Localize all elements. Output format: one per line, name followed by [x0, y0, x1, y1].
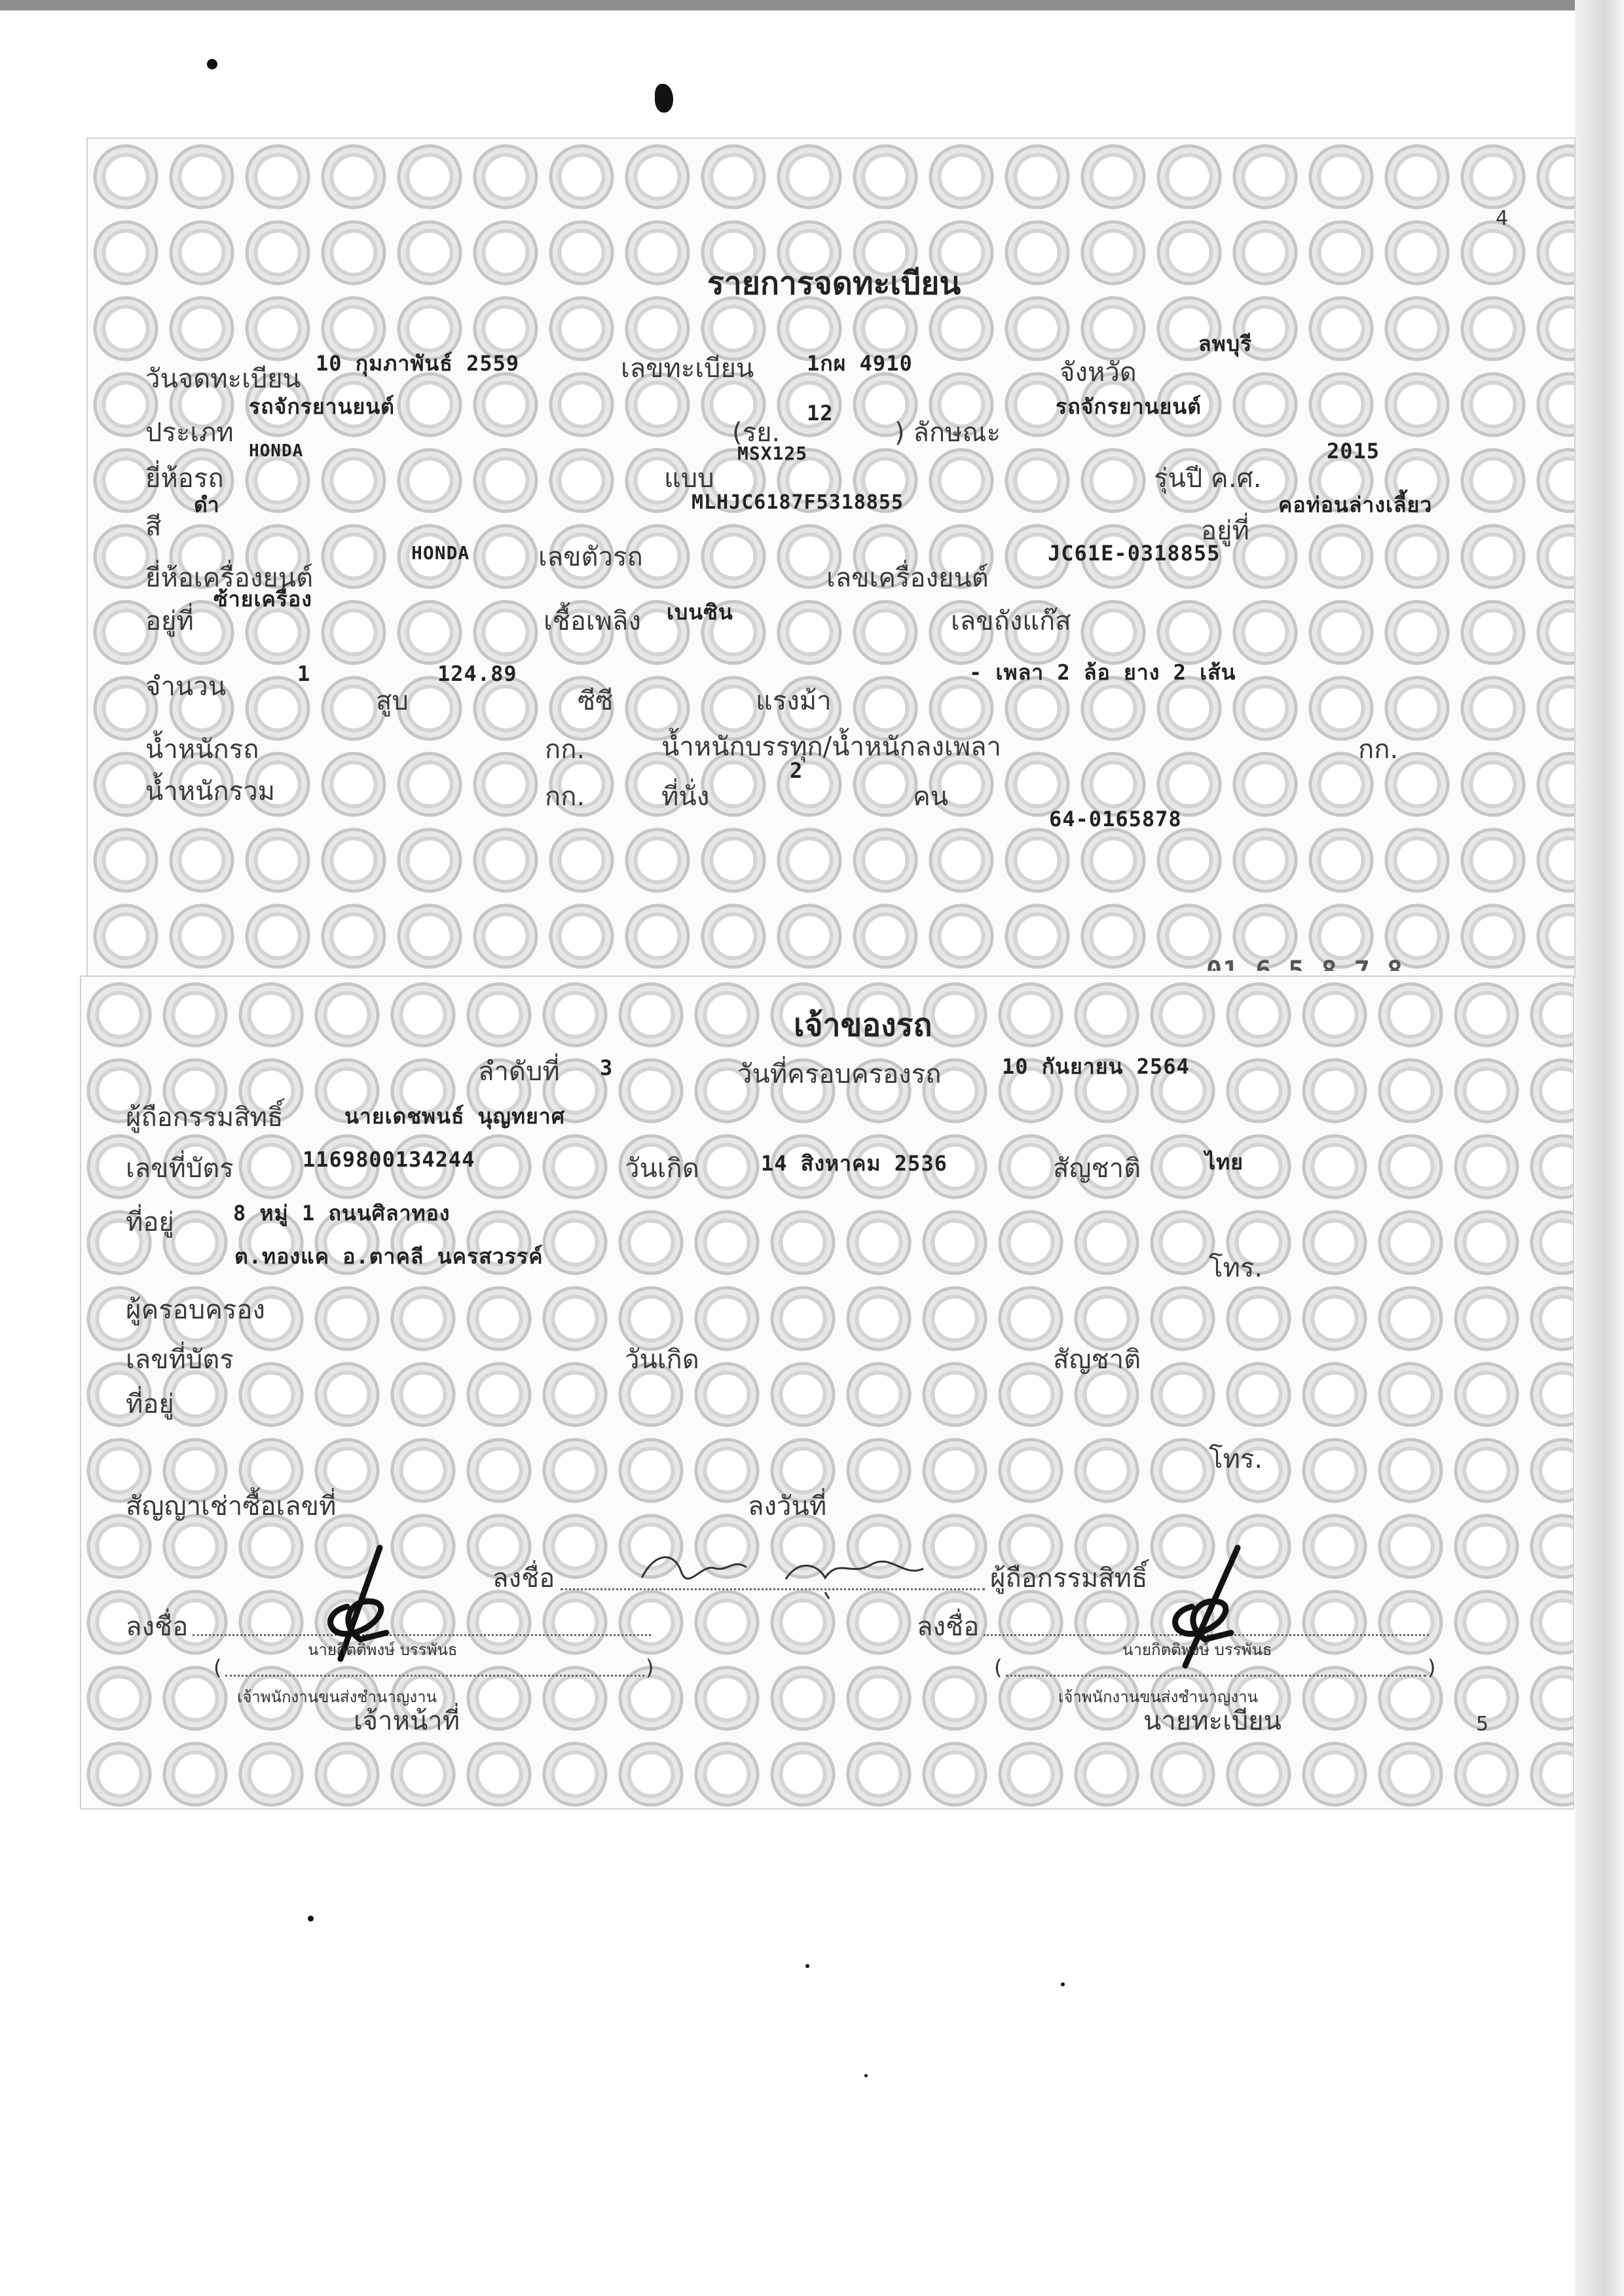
registrar-position: เจ้าพนักงานขนส่งชำนาญงาน [1058, 1688, 1258, 1706]
possessor-label: ผู้ครอบครอง [126, 1295, 265, 1325]
dob2-label: วันเกิด [625, 1345, 699, 1375]
chassis-value: MLHJC6187F5318855 [692, 491, 904, 514]
chassis-loc-label: อยู่ที่ [1201, 516, 1249, 546]
id-label: เลขที่บัตร [126, 1154, 234, 1184]
registrar-role: นายทะเบียน [1143, 1706, 1282, 1736]
engine-loc-value: ซ้ายเครื่อง [213, 587, 312, 611]
officer-paren-open: ( [213, 1655, 222, 1680]
load-unit: กก. [1358, 735, 1399, 765]
total-weight-label: น้ำหนักรวม [145, 776, 276, 807]
officer-name: นายกิตติพงษ์ บรรพันธ [308, 1641, 458, 1659]
nat2-label: สัญชาติ [1053, 1345, 1141, 1375]
speck [1061, 1982, 1065, 1986]
speck [805, 1964, 809, 1968]
phone2-label: โทร. [1209, 1444, 1263, 1474]
page-right-edge [1575, 0, 1624, 2296]
engine-no-label: เลขเครื่องยนต์ [826, 563, 989, 593]
count-label: จำนวน [145, 672, 227, 702]
officer-name-line [225, 1673, 644, 1677]
seats-value: 2 [790, 758, 803, 783]
cc-label: ซีซี [578, 686, 614, 716]
load-label: น้ำหนักบรรทุก/น้ำหนักลงเพลา [661, 732, 1001, 762]
weight-unit: กก. [545, 735, 585, 765]
possess-value: 10 กันยายน 2564 [1002, 1054, 1190, 1079]
ink-dot [207, 59, 217, 69]
engine-loc-label: อยู่ที่ [145, 606, 194, 636]
speck [308, 1916, 314, 1922]
doc-number: 64-0165878 [1049, 807, 1182, 831]
page-number-bottom: 5 [1476, 1713, 1489, 1736]
brand-label: ยี่ห้อรถ [145, 464, 224, 494]
gas-tank-label: เลขถังแก๊ส [951, 606, 1071, 636]
color-label: สี [145, 512, 162, 542]
officer-paren-close: ) [646, 1655, 654, 1680]
officer-position: เจ้าพนักงานขนส่งชำนาญงาน [237, 1688, 437, 1706]
page-top-edge [0, 0, 1624, 10]
addr2-label: ที่อยู่ [126, 1389, 174, 1419]
cc-value: 124.89 [437, 661, 517, 686]
weight-label: น้ำหนักรถ [145, 735, 259, 765]
year-value: 2015 [1327, 439, 1380, 464]
dob-value: 14 สิงหาคม 2536 [761, 1151, 948, 1176]
page-number-top: 4 [1496, 207, 1509, 230]
holder-value: นายเดชพนธ์ นุญทยาศ [344, 1104, 566, 1129]
hp-label: แรงม้า [756, 686, 832, 716]
holder-signature [629, 1539, 982, 1604]
province-value: ลพบุรี [1198, 331, 1253, 356]
plate-value: 1กผ 4910 [807, 351, 913, 376]
cyl-label: สูบ [376, 686, 409, 716]
lease-date-label: ลงวันที่ [748, 1491, 827, 1522]
holder-sig-label: ผู้ถือกรรมสิทธิ์ [990, 1563, 1148, 1594]
owner-title: เจ้าของรถ [794, 1007, 932, 1044]
order-value: 3 [600, 1055, 614, 1080]
color-value: ดำ [194, 492, 220, 517]
lease-label: สัญญาเช่าซื้อเลขที่ [126, 1491, 337, 1522]
registrar-sign-label: ลงชื่อ [917, 1612, 980, 1642]
officer-sign-label: ลงชื่อ [126, 1612, 189, 1642]
person-label: คน [913, 782, 949, 812]
registrar-name: นายกิตติพงษ์ บรรพันธ [1122, 1641, 1272, 1659]
plate-label: เลขทะเบียน [621, 354, 754, 384]
addr-line1: 8 หมู่ 1 ถนนศิลาทอง [233, 1201, 451, 1226]
id-value: 1169800134244 [303, 1147, 475, 1172]
dob-label: วันเกิด [625, 1154, 699, 1184]
axle-value: - เพลา 2 ล้อ ยาง 2 เส้น [969, 660, 1236, 685]
nat-label: สัญชาติ [1053, 1154, 1141, 1184]
total-weight-unit: กก. [545, 782, 585, 812]
province-label: จังหวัด [1060, 357, 1137, 388]
registrar-paren-open: ( [994, 1655, 1003, 1680]
reg-date-value: 10 กุมภาพันธ์ 2559 [316, 351, 520, 376]
fuel-label: เชื้อเพลิง [544, 606, 641, 636]
model-label: แบบ [664, 464, 714, 494]
nat-value: ไทย [1205, 1150, 1244, 1175]
holder-label: ผู้ถือกรรมสิทธิ์ [126, 1102, 284, 1133]
registration-title: รายการจดทะเบียน [707, 265, 961, 302]
code-value: 12 [807, 401, 834, 426]
code-open: (รย. [732, 418, 781, 448]
engine-brand-label: ยี่ห้อเครื่องยนต์ [145, 563, 314, 593]
officer-role: เจ้าหน้าที่ [354, 1706, 460, 1736]
style-value: รถจักรยานยนต์ [1056, 394, 1202, 419]
addr-label: ที่อยู่ [126, 1207, 174, 1237]
type-value: รถจักรยานยนต์ [249, 394, 395, 419]
seats-label: ที่นั่ง [661, 782, 710, 812]
phone-label: โทร. [1209, 1253, 1263, 1283]
chassis-label: เลขตัวรถ [538, 542, 643, 572]
engine-brand-value: HONDA [411, 542, 470, 564]
possess-label: วันที่ครอบครองรถ [737, 1059, 942, 1089]
registrar-name-line [1006, 1673, 1426, 1677]
ink-blot [655, 84, 673, 113]
reg-date-label: วันจดทะเบียน [145, 364, 301, 394]
brand-value: HONDA [249, 441, 304, 461]
model-value: MSX125 [737, 443, 808, 464]
holder-sign-label: ลงชื่อ [492, 1563, 555, 1594]
chassis-loc-value: คอท่อนล่างเลี้ยว [1278, 492, 1433, 517]
addr-line2: ต.ทองแค อ.ตาคลี นครสวรรค์ [234, 1244, 544, 1269]
speck [864, 2074, 868, 2077]
count-value: 1 [297, 661, 311, 686]
order-label: ลำดับที่ [478, 1057, 560, 1087]
registrar-paren-close: ) [1428, 1655, 1436, 1680]
fuel-value: เบนซิน [667, 600, 733, 625]
style-label: ) ลักษณะ [895, 418, 1001, 448]
year-label: รุ่นปี ค.ศ. [1154, 464, 1262, 494]
engine-no-value: JC61E-0318855 [1048, 541, 1221, 566]
id2-label: เลขที่บัตร [126, 1345, 234, 1375]
type-label: ประเภท [145, 418, 234, 448]
